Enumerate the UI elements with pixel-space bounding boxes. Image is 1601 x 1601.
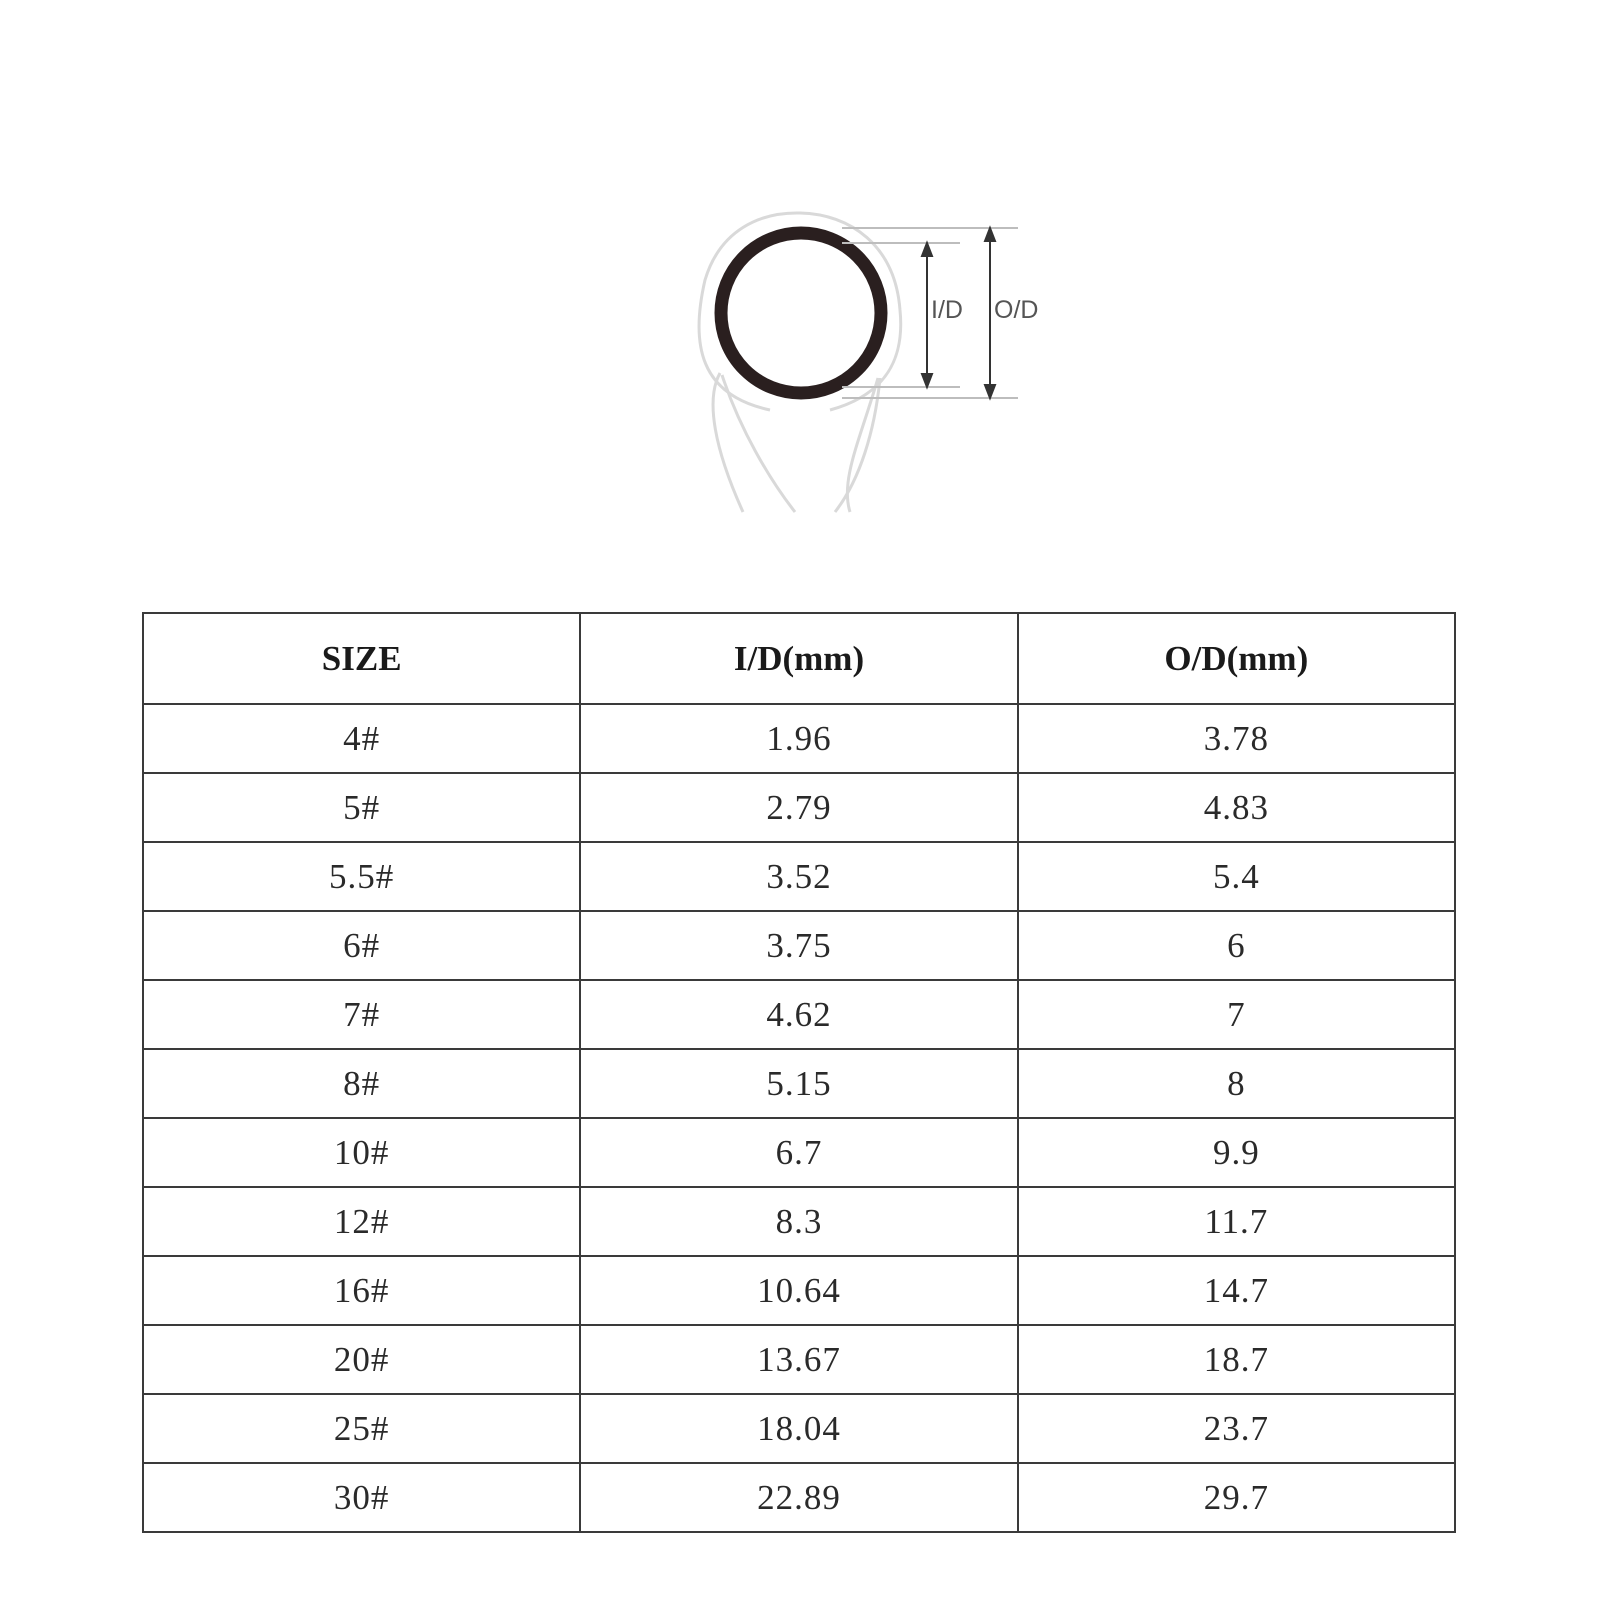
cell-inner-diameter: 13.67	[580, 1325, 1017, 1394]
table-row	[143, 842, 1455, 911]
cell-outer-diameter: 8	[1018, 1049, 1455, 1118]
inner-diameter-label: I/D	[931, 296, 963, 324]
table-row	[143, 704, 1455, 773]
table-row	[143, 911, 1455, 980]
insert-ring	[721, 233, 881, 393]
cell-size: 20#	[143, 1325, 580, 1394]
table-row	[143, 1256, 1455, 1325]
cell-outer-diameter: 9.9	[1018, 1118, 1455, 1187]
cell-size: 4#	[143, 704, 580, 773]
table-row	[143, 980, 1455, 1049]
table-row	[143, 1118, 1455, 1187]
cell-inner-diameter: 1.96	[580, 704, 1017, 773]
ring-guide-diagram	[0, 0, 1601, 560]
cell-inner-diameter: 2.79	[580, 773, 1017, 842]
cell-outer-diameter: 5.4	[1018, 842, 1455, 911]
table-row	[143, 1325, 1455, 1394]
cell-size: 10#	[143, 1118, 580, 1187]
cell-size: 16#	[143, 1256, 580, 1325]
cell-inner-diameter: 6.7	[580, 1118, 1017, 1187]
table-row	[143, 1394, 1455, 1463]
column-header-inner-diameter: I/D(mm)	[580, 613, 1017, 704]
cell-size: 30#	[143, 1463, 580, 1532]
cell-inner-diameter: 3.75	[580, 911, 1017, 980]
table-row	[143, 1049, 1455, 1118]
cell-outer-diameter: 23.7	[1018, 1394, 1455, 1463]
table-row	[143, 773, 1455, 842]
cell-outer-diameter: 14.7	[1018, 1256, 1455, 1325]
cell-outer-diameter: 18.7	[1018, 1325, 1455, 1394]
size-table	[142, 612, 1456, 1533]
cell-size: 12#	[143, 1187, 580, 1256]
cell-size: 5#	[143, 773, 580, 842]
cell-inner-diameter: 18.04	[580, 1394, 1017, 1463]
table-header-row	[143, 613, 1455, 704]
cell-size: 8#	[143, 1049, 580, 1118]
cell-outer-diameter: 3.78	[1018, 704, 1455, 773]
cell-size: 7#	[143, 980, 580, 1049]
cell-outer-diameter: 29.7	[1018, 1463, 1455, 1532]
table-row	[143, 1463, 1455, 1532]
cell-size: 25#	[143, 1394, 580, 1463]
cell-outer-diameter: 4.83	[1018, 773, 1455, 842]
cell-inner-diameter: 3.52	[580, 842, 1017, 911]
cell-size: 6#	[143, 911, 580, 980]
cell-outer-diameter: 7	[1018, 980, 1455, 1049]
cell-inner-diameter: 5.15	[580, 1049, 1017, 1118]
cell-inner-diameter: 22.89	[580, 1463, 1017, 1532]
cell-inner-diameter: 8.3	[580, 1187, 1017, 1256]
column-header-outer-diameter: O/D(mm)	[1018, 613, 1455, 704]
table-row	[143, 1187, 1455, 1256]
column-header-size: SIZE	[143, 613, 580, 704]
cell-outer-diameter: 11.7	[1018, 1187, 1455, 1256]
cell-inner-diameter: 10.64	[580, 1256, 1017, 1325]
cell-outer-diameter: 6	[1018, 911, 1455, 980]
outer-diameter-label: O/D	[994, 296, 1039, 324]
cell-size: 5.5#	[143, 842, 580, 911]
cell-inner-diameter: 4.62	[580, 980, 1017, 1049]
